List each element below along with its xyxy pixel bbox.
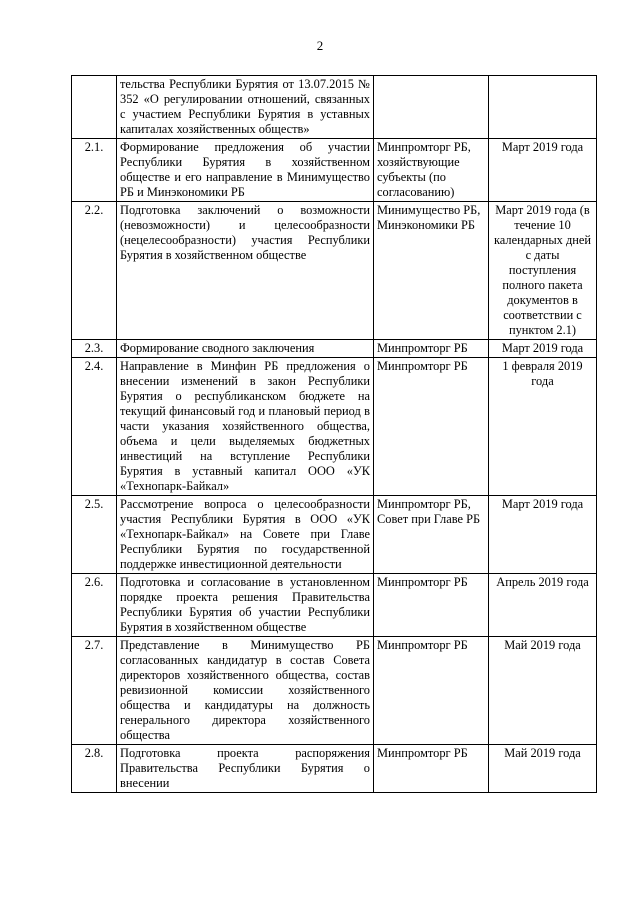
table-row xyxy=(72,745,597,793)
item-number: 2.4. xyxy=(72,358,117,496)
action-text: Подготовка проекта распоряжения Правительства Республики Бурятия о внесении xyxy=(117,745,374,793)
action-text: Формирование сводного заключения xyxy=(117,340,374,358)
item-number: 2.6. xyxy=(72,574,117,637)
deadline: Май 2019 года xyxy=(489,637,597,745)
responsible-party: Минпромторг РБ xyxy=(374,340,489,358)
responsible-party: Минпромторг РБ xyxy=(374,574,489,637)
table-row xyxy=(72,496,597,574)
item-number: 2.3. xyxy=(72,340,117,358)
responsible-party: Минимущество РБ, Минэкономики РБ xyxy=(374,202,489,340)
deadline: Март 2019 года xyxy=(489,340,597,358)
action-text: Подготовка заключений о возможности (невозможности) и целесообразности (нецелесообразности) участия Республики Бурятия в хозяйственном обществе xyxy=(117,202,374,340)
action-text: Рассмотрение вопроса о целесообразности участия Республики Бурятия в ООО «УК «Технопарк-Байкал» на Совете при Главе Республики Бурятия по государственной поддержке инвестиционной деятельности xyxy=(117,496,374,574)
table-row xyxy=(72,76,597,139)
item-number: 2.7. xyxy=(72,637,117,745)
item-number: 2.1. xyxy=(72,139,117,202)
action-text: тельства Республики Бурятия от 13.07.2015 № 352 «О регулировании отношений, связанных с участием Республики Бурятия в уставных капиталах хозяйственных обществ» xyxy=(117,76,374,139)
deadline xyxy=(489,76,597,139)
table-row xyxy=(72,358,597,496)
deadline: Март 2019 года xyxy=(489,496,597,574)
deadline: Март 2019 года (в течение 10 календарных дней с даты поступления полного пакета документов в соответствии с пунктом 2.1) xyxy=(489,202,597,340)
table-row xyxy=(72,340,597,358)
responsible-party xyxy=(374,76,489,139)
action-text: Направление в Минфин РБ предложения о внесении изменений в закон Республики Бурятия о республиканском бюджете на текущий финансовый год и плановый период в части указания хозяйственного общества, объема и цели выделяемых бюджетных инвестиций на вступление Республики Бурятия в уставный капитал ООО «УК «Технопарк-Байкал» xyxy=(117,358,374,496)
responsible-party: Минпромторг РБ xyxy=(374,745,489,793)
action-text: Формирование предложения об участии Республики Бурятия в хозяйственном обществе и его направление в Минимущество РБ и Минэкономики РБ xyxy=(117,139,374,202)
action-text: Подготовка и согласование в установленном порядке проекта решения Правительства Республики Бурятия об участии Республики Бурятия в хозяйственном обществе xyxy=(117,574,374,637)
responsible-party: Минпромторг РБ xyxy=(374,358,489,496)
page-number: 2 xyxy=(316,38,324,53)
table-row xyxy=(72,202,597,340)
deadline: 1 февраля 2019 года xyxy=(489,358,597,496)
action-plan-table xyxy=(71,75,597,793)
deadline: Апрель 2019 года xyxy=(489,574,597,637)
item-number: 2.2. xyxy=(72,202,117,340)
item-number xyxy=(72,76,117,139)
responsible-party: Минпромторг РБ, хозяйствующие субъекты (по согласованию) xyxy=(374,139,489,202)
table-row xyxy=(72,139,597,202)
deadline: Март 2019 года xyxy=(489,139,597,202)
table-row xyxy=(72,637,597,745)
responsible-party: Минпромторг РБ, Совет при Главе РБ xyxy=(374,496,489,574)
deadline: Май 2019 года xyxy=(489,745,597,793)
table-row xyxy=(72,574,597,637)
item-number: 2.8. xyxy=(72,745,117,793)
responsible-party: Минпромторг РБ xyxy=(374,637,489,745)
action-text: Представление в Минимущество РБ согласованных кандидатур в состав Совета директоров хозяйственного общества, состав ревизионной комиссии хозяйственного общества и кандидатуры на должность генерального директора хозяйственного общества xyxy=(117,637,374,745)
item-number: 2.5. xyxy=(72,496,117,574)
